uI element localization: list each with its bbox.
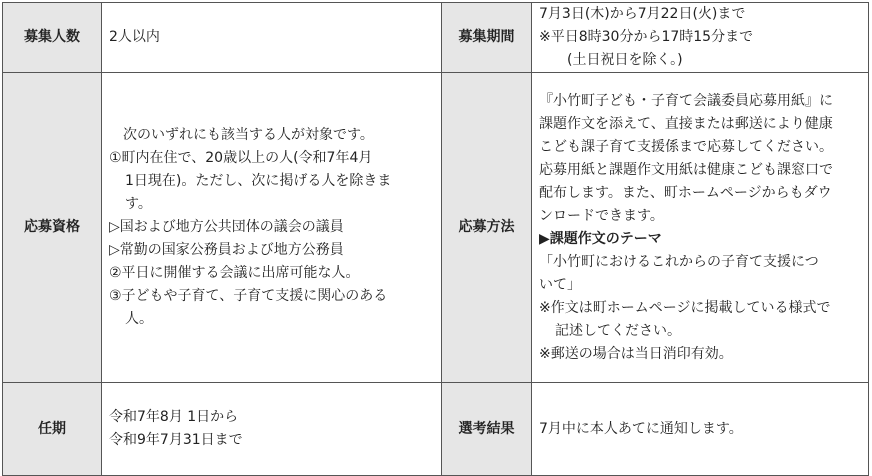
recruitment-count-label: 募集人数 (3, 3, 102, 73)
method-line-1: 『小竹町子ども・子育て会議委員応募用紙』に (539, 92, 833, 109)
method-line-2: 課題作文を添えて、直接または郵送により健康 (539, 115, 833, 132)
essay-format-note-cont: 記述してください。 (555, 322, 681, 339)
eligibility-intro: 次のいずれにも該当する人が対象です。 (123, 127, 374, 143)
method-line-5: 配布します。また、町ホームページからもダウ (539, 184, 832, 201)
eligibility-item-1: ①町内在住で、20歳以上の人(令和7年4月 (109, 150, 373, 166)
eligibility-label: 応募資格 (3, 73, 102, 383)
table-row (3, 383, 869, 476)
application-method-value (532, 73, 869, 383)
selection-result-value (532, 383, 869, 476)
eligibility-item-3-cont: 人。 (125, 311, 153, 327)
postmark-note: ※郵送の場合は当日消印有効。 (539, 345, 733, 362)
selection-result-label: 選考結果 (442, 383, 532, 476)
period-exclusion-note: (土日祝日を除く。) (567, 52, 683, 68)
recruitment-count-value (102, 3, 442, 73)
eligibility-value (102, 73, 442, 383)
table-row (3, 3, 869, 73)
recruitment-count-text: 2人以内 (109, 29, 160, 45)
table-row (3, 73, 869, 383)
method-line-6: ンロードできます。 (539, 207, 664, 224)
essay-theme-line-1: 「小竹町におけるこれからの子育て支援につ (539, 253, 819, 270)
recruitment-info-table (2, 2, 869, 476)
term-end: 令和9年7月31日まで (109, 432, 243, 448)
eligibility-item-1-end: す。 (125, 196, 152, 212)
essay-theme-heading: ▶課題作文のテーマ (539, 230, 662, 247)
period-dates: 7月3日(木)から7月22日(火)まで (539, 6, 746, 22)
recruitment-period-label: 募集期間 (442, 3, 532, 73)
method-line-3: こども課子育て支援係まで応募してください。 (539, 138, 833, 155)
term-start: 令和7年8月 1日から (109, 409, 239, 425)
selection-result-text: 7月中に本人あてに通知します。 (539, 420, 743, 437)
recruitment-period-value (532, 3, 869, 73)
eligibility-item-1-cont: 1日現在)。ただし、次に掲げる人を除きま (125, 173, 392, 189)
essay-format-note: ※作文は町ホームページに掲載している様式で (539, 299, 831, 316)
term-label: 任期 (3, 383, 102, 476)
term-value (102, 383, 442, 476)
eligibility-exclusion-1: ▷国および地方公共団体の議会の議員 (109, 219, 344, 235)
eligibility-item-3: ③子どもや子育て、子育て支援に関心のある (109, 288, 388, 304)
eligibility-item-2: ②平日に開催する会議に出席可能な人。 (109, 265, 360, 281)
period-hours: ※平日8時30分から17時15分まで (539, 29, 754, 45)
method-line-4: 応募用紙と課題作文用紙は健康こども課窓口で (539, 161, 833, 178)
eligibility-exclusion-2: ▷常勤の国家公務員および地方公務員 (109, 242, 344, 258)
essay-theme-line-2: いて」 (539, 276, 581, 293)
application-method-label: 応募方法 (442, 73, 532, 383)
